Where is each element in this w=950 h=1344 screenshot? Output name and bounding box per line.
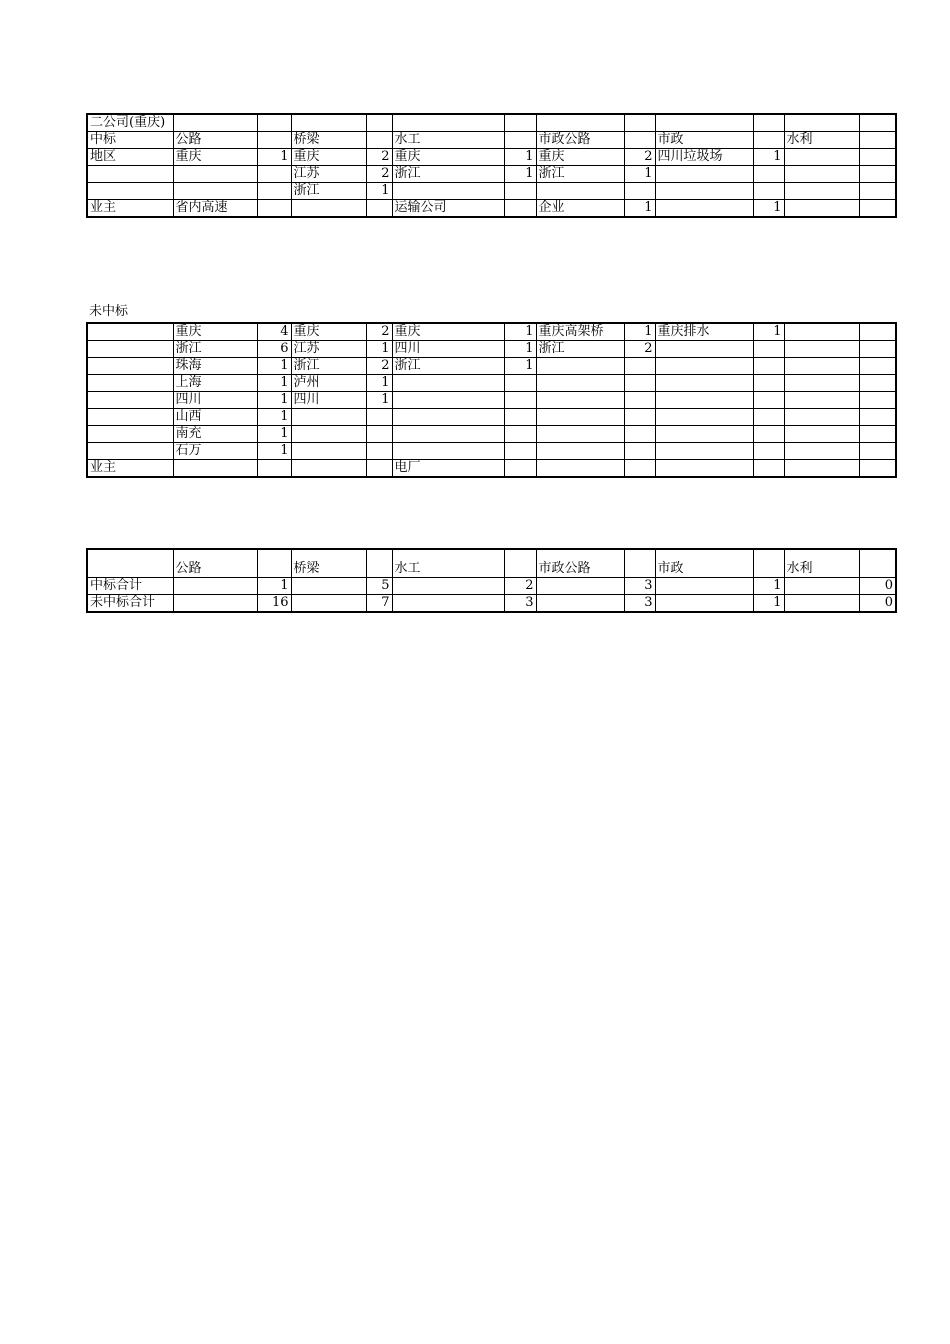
table-cell: 5 bbox=[366, 578, 392, 595]
table-cell bbox=[624, 375, 655, 392]
table-cell bbox=[536, 460, 624, 478]
table-cell bbox=[392, 443, 504, 460]
table-cell bbox=[536, 375, 624, 392]
table-cell bbox=[655, 200, 753, 218]
table-cell: 0 bbox=[859, 578, 896, 595]
table-cell: 省内高速 bbox=[173, 200, 257, 218]
table-cell: 1 bbox=[624, 323, 655, 341]
table-cell: 2 bbox=[366, 323, 392, 341]
table-cell bbox=[536, 114, 624, 132]
table-cell bbox=[655, 392, 753, 409]
table-cell bbox=[87, 358, 173, 375]
table-cell: 水工 bbox=[392, 549, 504, 578]
table-cell bbox=[753, 409, 784, 426]
table-cell: 2 bbox=[366, 358, 392, 375]
table-cell: 中标合计 bbox=[87, 578, 173, 595]
table-cell: 地区 bbox=[87, 149, 173, 166]
table-cell bbox=[87, 375, 173, 392]
table-cell bbox=[753, 375, 784, 392]
table-cell bbox=[392, 392, 504, 409]
table-cell bbox=[753, 443, 784, 460]
table-cell bbox=[655, 426, 753, 443]
table-cell bbox=[859, 375, 896, 392]
table-cell bbox=[784, 443, 859, 460]
table-cell bbox=[291, 200, 366, 218]
table-cell bbox=[624, 409, 655, 426]
table-cell bbox=[784, 426, 859, 443]
table-cell: 0 bbox=[859, 595, 896, 613]
table-cell bbox=[624, 460, 655, 478]
table-cell bbox=[784, 460, 859, 478]
table-cell: 浙江 bbox=[291, 183, 366, 200]
table-cell: 7 bbox=[366, 595, 392, 613]
table-cell: 浙江 bbox=[392, 166, 504, 183]
table-cell bbox=[173, 114, 257, 132]
table-cell: 重庆 bbox=[392, 323, 504, 341]
table-cell bbox=[87, 392, 173, 409]
table-cell bbox=[859, 132, 896, 149]
table-cell: 1 bbox=[624, 166, 655, 183]
table-cell bbox=[504, 392, 536, 409]
table-cell bbox=[392, 375, 504, 392]
table-cell bbox=[753, 183, 784, 200]
table-cell: 山西 bbox=[173, 409, 257, 426]
table-cell bbox=[87, 323, 173, 341]
table-cell bbox=[291, 578, 366, 595]
table-cell bbox=[504, 549, 536, 578]
table-cell bbox=[624, 426, 655, 443]
table-cell: 浙江 bbox=[291, 358, 366, 375]
table-row bbox=[87, 595, 896, 613]
table-cell: 企业 bbox=[536, 200, 624, 218]
table-cell bbox=[624, 549, 655, 578]
table-row bbox=[87, 132, 896, 149]
table-cell bbox=[366, 460, 392, 478]
table-cell bbox=[753, 341, 784, 358]
table-cell: 1 bbox=[504, 358, 536, 375]
table-cell bbox=[366, 200, 392, 218]
table-cell bbox=[392, 595, 504, 613]
table-cell bbox=[859, 114, 896, 132]
table-cell: 4 bbox=[257, 323, 291, 341]
table-cell: 水利 bbox=[784, 132, 859, 149]
table-cell: 四川 bbox=[392, 341, 504, 358]
table-cell: 四川 bbox=[173, 392, 257, 409]
table-cell bbox=[655, 341, 753, 358]
table-cell bbox=[655, 375, 753, 392]
table-cell: 运输公司 bbox=[392, 200, 504, 218]
table-cell bbox=[173, 595, 257, 613]
table-cell: 1 bbox=[366, 392, 392, 409]
table-cell bbox=[859, 200, 896, 218]
table-cell bbox=[655, 114, 753, 132]
table-cell bbox=[753, 426, 784, 443]
table-cell: 水利 bbox=[784, 549, 859, 578]
table-cell bbox=[504, 183, 536, 200]
table-cell: 业主 bbox=[87, 200, 173, 218]
table-cell bbox=[257, 132, 291, 149]
table-cell bbox=[784, 200, 859, 218]
table-cell bbox=[624, 443, 655, 460]
table-cell: 1 bbox=[504, 166, 536, 183]
table-cell: 上海 bbox=[173, 375, 257, 392]
table-cell: 重庆 bbox=[291, 149, 366, 166]
table-cell bbox=[87, 183, 173, 200]
table-cell bbox=[504, 443, 536, 460]
table-cell bbox=[536, 443, 624, 460]
table-cell bbox=[536, 409, 624, 426]
table-cell bbox=[291, 460, 366, 478]
table-cell: 公路 bbox=[173, 549, 257, 578]
table-cell: 3 bbox=[624, 578, 655, 595]
table-cell bbox=[859, 426, 896, 443]
table-cell bbox=[504, 426, 536, 443]
table-cell bbox=[257, 200, 291, 218]
table-cell: 1 bbox=[624, 200, 655, 218]
table-cell bbox=[784, 166, 859, 183]
table-cell bbox=[536, 426, 624, 443]
table-row bbox=[87, 341, 896, 358]
table-cell: 四川垃圾场 bbox=[655, 149, 753, 166]
table-cell bbox=[784, 323, 859, 341]
table-cell bbox=[536, 595, 624, 613]
table-cell: 重庆 bbox=[291, 323, 366, 341]
table-cell: 桥梁 bbox=[291, 132, 366, 149]
table-cell bbox=[655, 578, 753, 595]
table-cell: 重庆高架桥 bbox=[536, 323, 624, 341]
table-cell bbox=[859, 392, 896, 409]
table-cell bbox=[655, 183, 753, 200]
table-cell bbox=[784, 114, 859, 132]
table-cell bbox=[392, 114, 504, 132]
table-cell: 1 bbox=[257, 375, 291, 392]
table-cell bbox=[753, 460, 784, 478]
table-cell bbox=[87, 341, 173, 358]
table-cell: 江苏 bbox=[291, 166, 366, 183]
table-cell bbox=[366, 549, 392, 578]
table-cell bbox=[624, 392, 655, 409]
table-cell bbox=[173, 460, 257, 478]
table-cell: 16 bbox=[257, 595, 291, 613]
table-cell: 1 bbox=[753, 578, 784, 595]
table-cell bbox=[257, 166, 291, 183]
table-cell: 1 bbox=[257, 392, 291, 409]
table-cell: 1 bbox=[753, 595, 784, 613]
table-cell: 2 bbox=[504, 578, 536, 595]
table-cell: 1 bbox=[257, 149, 291, 166]
table-cell bbox=[257, 114, 291, 132]
table-cell: 桥梁 bbox=[291, 549, 366, 578]
table-cell bbox=[753, 132, 784, 149]
table-cell bbox=[536, 358, 624, 375]
table-row bbox=[87, 114, 896, 132]
table-cell bbox=[753, 549, 784, 578]
table-cell bbox=[392, 578, 504, 595]
table-cell bbox=[655, 166, 753, 183]
table-cell bbox=[366, 132, 392, 149]
table-cell: 市政 bbox=[655, 132, 753, 149]
table-row bbox=[87, 578, 896, 595]
table-cell: 2 bbox=[624, 149, 655, 166]
table-cell: 3 bbox=[504, 595, 536, 613]
table-cell: 业主 bbox=[87, 460, 173, 478]
table-cell bbox=[173, 183, 257, 200]
table-cell: 未中标合计 bbox=[87, 595, 173, 613]
table-cell bbox=[784, 183, 859, 200]
table-cell bbox=[753, 114, 784, 132]
table-cell bbox=[173, 166, 257, 183]
table-cell: 重庆 bbox=[392, 149, 504, 166]
table-cell bbox=[392, 409, 504, 426]
table-cell bbox=[504, 460, 536, 478]
table-cell bbox=[257, 460, 291, 478]
table-cell bbox=[859, 549, 896, 578]
table-cell bbox=[859, 341, 896, 358]
table-cell bbox=[87, 549, 173, 578]
table-cell: 浙江 bbox=[536, 341, 624, 358]
table-cell bbox=[257, 549, 291, 578]
table-cell bbox=[859, 183, 896, 200]
table-row bbox=[87, 183, 896, 200]
table-cell: 重庆排水 bbox=[655, 323, 753, 341]
table-cell bbox=[655, 358, 753, 375]
table-cell: 1 bbox=[504, 341, 536, 358]
table-cell: 浙江 bbox=[392, 358, 504, 375]
table-cell: 3 bbox=[624, 595, 655, 613]
table-cell bbox=[504, 375, 536, 392]
table-cell: 1 bbox=[257, 358, 291, 375]
table-cell bbox=[859, 166, 896, 183]
table-cell: 1 bbox=[366, 341, 392, 358]
table-cell bbox=[291, 114, 366, 132]
table-cell: 中标 bbox=[87, 132, 173, 149]
won-bids-table bbox=[86, 113, 897, 218]
table-cell bbox=[291, 595, 366, 613]
table-cell bbox=[859, 409, 896, 426]
table-cell bbox=[536, 183, 624, 200]
table-cell: 四川 bbox=[291, 392, 366, 409]
table-cell bbox=[536, 578, 624, 595]
table-row bbox=[87, 426, 896, 443]
table-cell: 浙江 bbox=[173, 341, 257, 358]
table-cell: 2 bbox=[366, 149, 392, 166]
table-cell: 南充 bbox=[173, 426, 257, 443]
table-cell bbox=[624, 132, 655, 149]
table-cell bbox=[366, 409, 392, 426]
table-cell: 水工 bbox=[392, 132, 504, 149]
table-cell bbox=[504, 132, 536, 149]
table-row bbox=[87, 443, 896, 460]
table-cell bbox=[859, 443, 896, 460]
not-won-label: 未中标 bbox=[89, 304, 129, 319]
table-cell bbox=[536, 392, 624, 409]
table-cell bbox=[784, 578, 859, 595]
table-row bbox=[87, 375, 896, 392]
table-cell bbox=[655, 595, 753, 613]
table-cell bbox=[784, 358, 859, 375]
table-cell bbox=[753, 166, 784, 183]
table-cell bbox=[784, 341, 859, 358]
table-cell: 二公司(重庆) bbox=[87, 114, 173, 132]
table-cell: 浙江 bbox=[536, 166, 624, 183]
table-cell: 6 bbox=[257, 341, 291, 358]
table-cell bbox=[87, 166, 173, 183]
table-cell bbox=[624, 183, 655, 200]
table-cell: 1 bbox=[504, 323, 536, 341]
table-cell bbox=[87, 409, 173, 426]
table-cell: 公路 bbox=[173, 132, 257, 149]
table-cell bbox=[624, 114, 655, 132]
table-cell bbox=[859, 149, 896, 166]
table-cell bbox=[87, 443, 173, 460]
table-cell bbox=[655, 443, 753, 460]
table-cell: 江苏 bbox=[291, 341, 366, 358]
table-row bbox=[87, 200, 896, 218]
table-cell: 1 bbox=[753, 200, 784, 218]
table-cell bbox=[366, 114, 392, 132]
table-cell bbox=[859, 323, 896, 341]
table-cell bbox=[173, 578, 257, 595]
table-cell: 重庆 bbox=[536, 149, 624, 166]
table-cell bbox=[87, 426, 173, 443]
table-row bbox=[87, 549, 896, 578]
table-cell: 2 bbox=[366, 166, 392, 183]
table-cell: 石万 bbox=[173, 443, 257, 460]
table-cell bbox=[655, 409, 753, 426]
table-cell: 1 bbox=[504, 149, 536, 166]
table-row bbox=[87, 409, 896, 426]
table-cell: 1 bbox=[257, 426, 291, 443]
table-cell: 1 bbox=[753, 323, 784, 341]
table-row bbox=[87, 323, 896, 341]
table-cell bbox=[784, 375, 859, 392]
table-cell bbox=[504, 200, 536, 218]
table-cell bbox=[366, 443, 392, 460]
table-cell: 重庆 bbox=[173, 149, 257, 166]
table-cell: 市政公路 bbox=[536, 549, 624, 578]
table-cell bbox=[392, 183, 504, 200]
table-cell: 1 bbox=[366, 375, 392, 392]
table-cell bbox=[859, 358, 896, 375]
table-row bbox=[87, 149, 896, 166]
table-cell: 泸州 bbox=[291, 375, 366, 392]
table-cell: 1 bbox=[257, 578, 291, 595]
table-cell bbox=[291, 426, 366, 443]
table-cell: 电厂 bbox=[392, 460, 504, 478]
table-cell bbox=[784, 595, 859, 613]
table-cell bbox=[504, 409, 536, 426]
table-row bbox=[87, 358, 896, 375]
table-cell bbox=[291, 409, 366, 426]
table-cell: 市政 bbox=[655, 549, 753, 578]
table-cell bbox=[753, 392, 784, 409]
table-cell: 1 bbox=[753, 149, 784, 166]
table-cell bbox=[753, 358, 784, 375]
table-cell bbox=[291, 443, 366, 460]
table-row bbox=[87, 166, 896, 183]
table-cell: 2 bbox=[624, 341, 655, 358]
table-cell bbox=[784, 392, 859, 409]
table-cell bbox=[655, 460, 753, 478]
table-cell bbox=[784, 409, 859, 426]
table-cell bbox=[257, 183, 291, 200]
table-cell bbox=[392, 426, 504, 443]
not-won-bids-table bbox=[86, 322, 897, 478]
table-cell bbox=[366, 426, 392, 443]
summary-table bbox=[86, 548, 897, 613]
table-cell bbox=[504, 114, 536, 132]
table-cell: 1 bbox=[257, 443, 291, 460]
table-cell bbox=[624, 358, 655, 375]
table-cell: 1 bbox=[366, 183, 392, 200]
table-cell: 1 bbox=[257, 409, 291, 426]
table-cell bbox=[859, 460, 896, 478]
table-cell: 市政公路 bbox=[536, 132, 624, 149]
table-cell bbox=[784, 149, 859, 166]
table-row bbox=[87, 392, 896, 409]
table-cell: 重庆 bbox=[173, 323, 257, 341]
table-cell: 珠海 bbox=[173, 358, 257, 375]
table-row bbox=[87, 460, 896, 478]
